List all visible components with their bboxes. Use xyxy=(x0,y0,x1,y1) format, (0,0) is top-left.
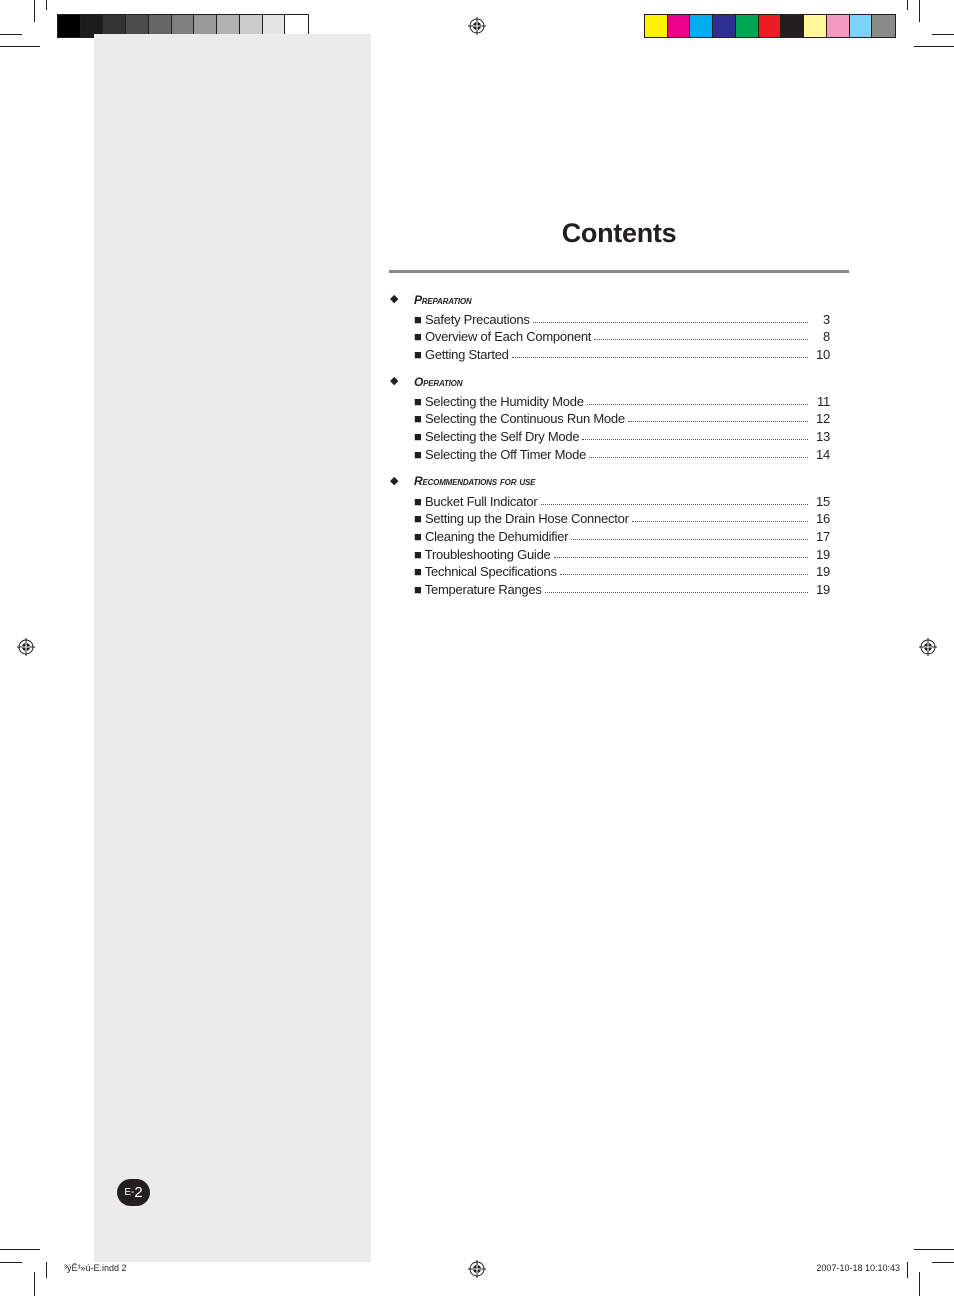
side-panel xyxy=(94,34,371,1262)
slug-filename: ³ýÊ³»ú-E.indd 2 xyxy=(64,1263,127,1273)
diamond-bullet-icon: ◆ xyxy=(390,293,399,305)
toc-entry-label: ■ Temperature Ranges xyxy=(414,581,542,597)
toc-entry-label: ■ Setting up the Drain Hose Connector xyxy=(414,511,629,527)
title-divider xyxy=(389,270,849,273)
toc-entry[interactable] xyxy=(389,309,830,327)
toc-entry[interactable] xyxy=(389,426,830,444)
toc-entry-page: 16 xyxy=(816,511,830,527)
process-color-bar xyxy=(644,14,896,38)
toc-entry-page: 15 xyxy=(816,493,830,509)
crop-mark-br-h xyxy=(914,1249,954,1250)
color-swatch xyxy=(827,15,850,37)
crop-mark-br-v xyxy=(919,1272,920,1296)
toc-entry-label: ■ Bucket Full Indicator xyxy=(414,493,538,509)
toc-entry-page: 3 xyxy=(823,311,830,327)
toc-entry-label: ■ Overview of Each Component xyxy=(414,329,592,345)
diamond-bullet-icon: ◆ xyxy=(390,474,399,487)
toc-entry-label: ■ Selecting the Self Dry Mode xyxy=(414,429,580,445)
color-swatch xyxy=(713,15,736,37)
toc-entry-label: ■ Getting Started xyxy=(414,347,509,363)
toc-entry-label: ■ Safety Precautions xyxy=(414,311,530,327)
dot-leader xyxy=(594,338,808,340)
toc-entry[interactable] xyxy=(389,491,830,509)
toc-entry-page: 12 xyxy=(816,411,830,427)
crop-mark-tr-h2 xyxy=(914,46,954,47)
toc-section xyxy=(389,472,830,597)
toc-entry-page: 11 xyxy=(817,393,830,409)
dot-leader xyxy=(632,520,808,522)
toc-entry-label: ■ Troubleshooting Guide xyxy=(414,546,551,562)
toc-entry[interactable] xyxy=(389,344,830,362)
slug-timestamp: 2007-10-18 10:10:43 xyxy=(816,1263,900,1273)
dot-leader xyxy=(533,321,808,323)
gray-swatch xyxy=(58,15,81,37)
toc-entry[interactable] xyxy=(389,391,830,409)
registration-mark-right-icon xyxy=(919,638,937,656)
crop-mark-br-v2 xyxy=(907,1262,908,1278)
toc-entry[interactable] xyxy=(389,544,830,562)
toc-entry-page: 8 xyxy=(823,329,830,345)
toc-entry-label: ■ Selecting the Humidity Mode xyxy=(414,393,584,409)
color-swatch xyxy=(645,15,668,37)
toc-entry-page: 19 xyxy=(816,546,830,562)
crop-mark-tl-h2 xyxy=(0,46,40,47)
color-swatch xyxy=(668,15,691,37)
crop-mark-bl-v xyxy=(34,1272,35,1296)
dot-leader xyxy=(545,591,808,593)
dot-leader xyxy=(560,573,808,575)
crop-mark-bl-h2 xyxy=(0,1262,22,1263)
toc-entry[interactable] xyxy=(389,409,830,427)
table-of-contents xyxy=(389,290,830,607)
page-number: 2 xyxy=(134,1184,143,1201)
toc-section-heading xyxy=(389,372,830,391)
color-swatch xyxy=(781,15,804,37)
toc-entry-label: ■ Technical Specifications xyxy=(414,564,557,580)
toc-entry[interactable] xyxy=(389,526,830,544)
dot-leader xyxy=(587,403,808,405)
page-number-prefix: E- xyxy=(124,1187,135,1198)
toc-section-title: Operation xyxy=(414,374,463,389)
color-swatch xyxy=(736,15,759,37)
crop-mark-tr-h xyxy=(932,34,954,35)
toc-entry[interactable] xyxy=(389,579,830,597)
page-title: Contents xyxy=(561,218,677,248)
toc-entry-label: ■ Selecting the Off Timer Mode xyxy=(414,446,587,462)
toc-section xyxy=(389,372,830,462)
toc-section-title: Preparation xyxy=(414,292,472,307)
toc-entry[interactable] xyxy=(389,562,830,580)
toc-entry[interactable] xyxy=(389,444,830,462)
dot-leader xyxy=(541,503,809,505)
crop-mark-tr-v xyxy=(919,0,920,22)
toc-entry-page: 17 xyxy=(816,528,830,544)
color-swatch xyxy=(850,15,873,37)
toc-section-title: Recommendations for use xyxy=(414,474,536,489)
toc-entry-page: 19 xyxy=(816,581,830,597)
color-swatch xyxy=(759,15,782,37)
toc-section-heading xyxy=(389,290,830,309)
color-swatch xyxy=(690,15,713,37)
dot-leader xyxy=(554,556,808,558)
crop-mark-br-h2 xyxy=(932,1262,954,1263)
dot-leader xyxy=(571,538,808,540)
page-number-badge xyxy=(117,1179,150,1206)
registration-mark-top-icon xyxy=(468,17,486,35)
registration-mark-left-icon xyxy=(17,638,35,656)
crop-mark-tr-v2 xyxy=(907,0,908,10)
dot-leader xyxy=(628,420,808,422)
toc-entry[interactable] xyxy=(389,509,830,527)
dot-leader xyxy=(582,438,808,440)
color-swatch xyxy=(872,15,895,37)
crop-mark-tl-h xyxy=(0,34,22,35)
dot-leader xyxy=(589,456,808,458)
toc-entry-page: 19 xyxy=(816,564,830,580)
crop-mark-tl-v2 xyxy=(46,0,47,10)
dot-leader xyxy=(512,356,808,358)
diamond-bullet-icon: ◆ xyxy=(390,375,399,388)
toc-entry-page: 13 xyxy=(816,429,830,445)
toc-entry-page: 14 xyxy=(816,446,830,462)
toc-section xyxy=(389,290,830,362)
toc-entry[interactable] xyxy=(389,327,830,345)
crop-mark-bl-v2 xyxy=(46,1262,47,1278)
toc-entry-label: ■ Selecting the Continuous Run Mode xyxy=(414,411,625,427)
toc-entry-label: ■ Cleaning the Dehumidifier xyxy=(414,528,569,544)
registration-mark-bottom-icon xyxy=(468,1260,486,1278)
crop-mark-tl-v xyxy=(34,0,35,22)
color-swatch xyxy=(804,15,827,37)
toc-entry-page: 10 xyxy=(816,347,830,363)
toc-section-heading xyxy=(389,472,830,491)
crop-mark-bl-h xyxy=(0,1249,40,1250)
